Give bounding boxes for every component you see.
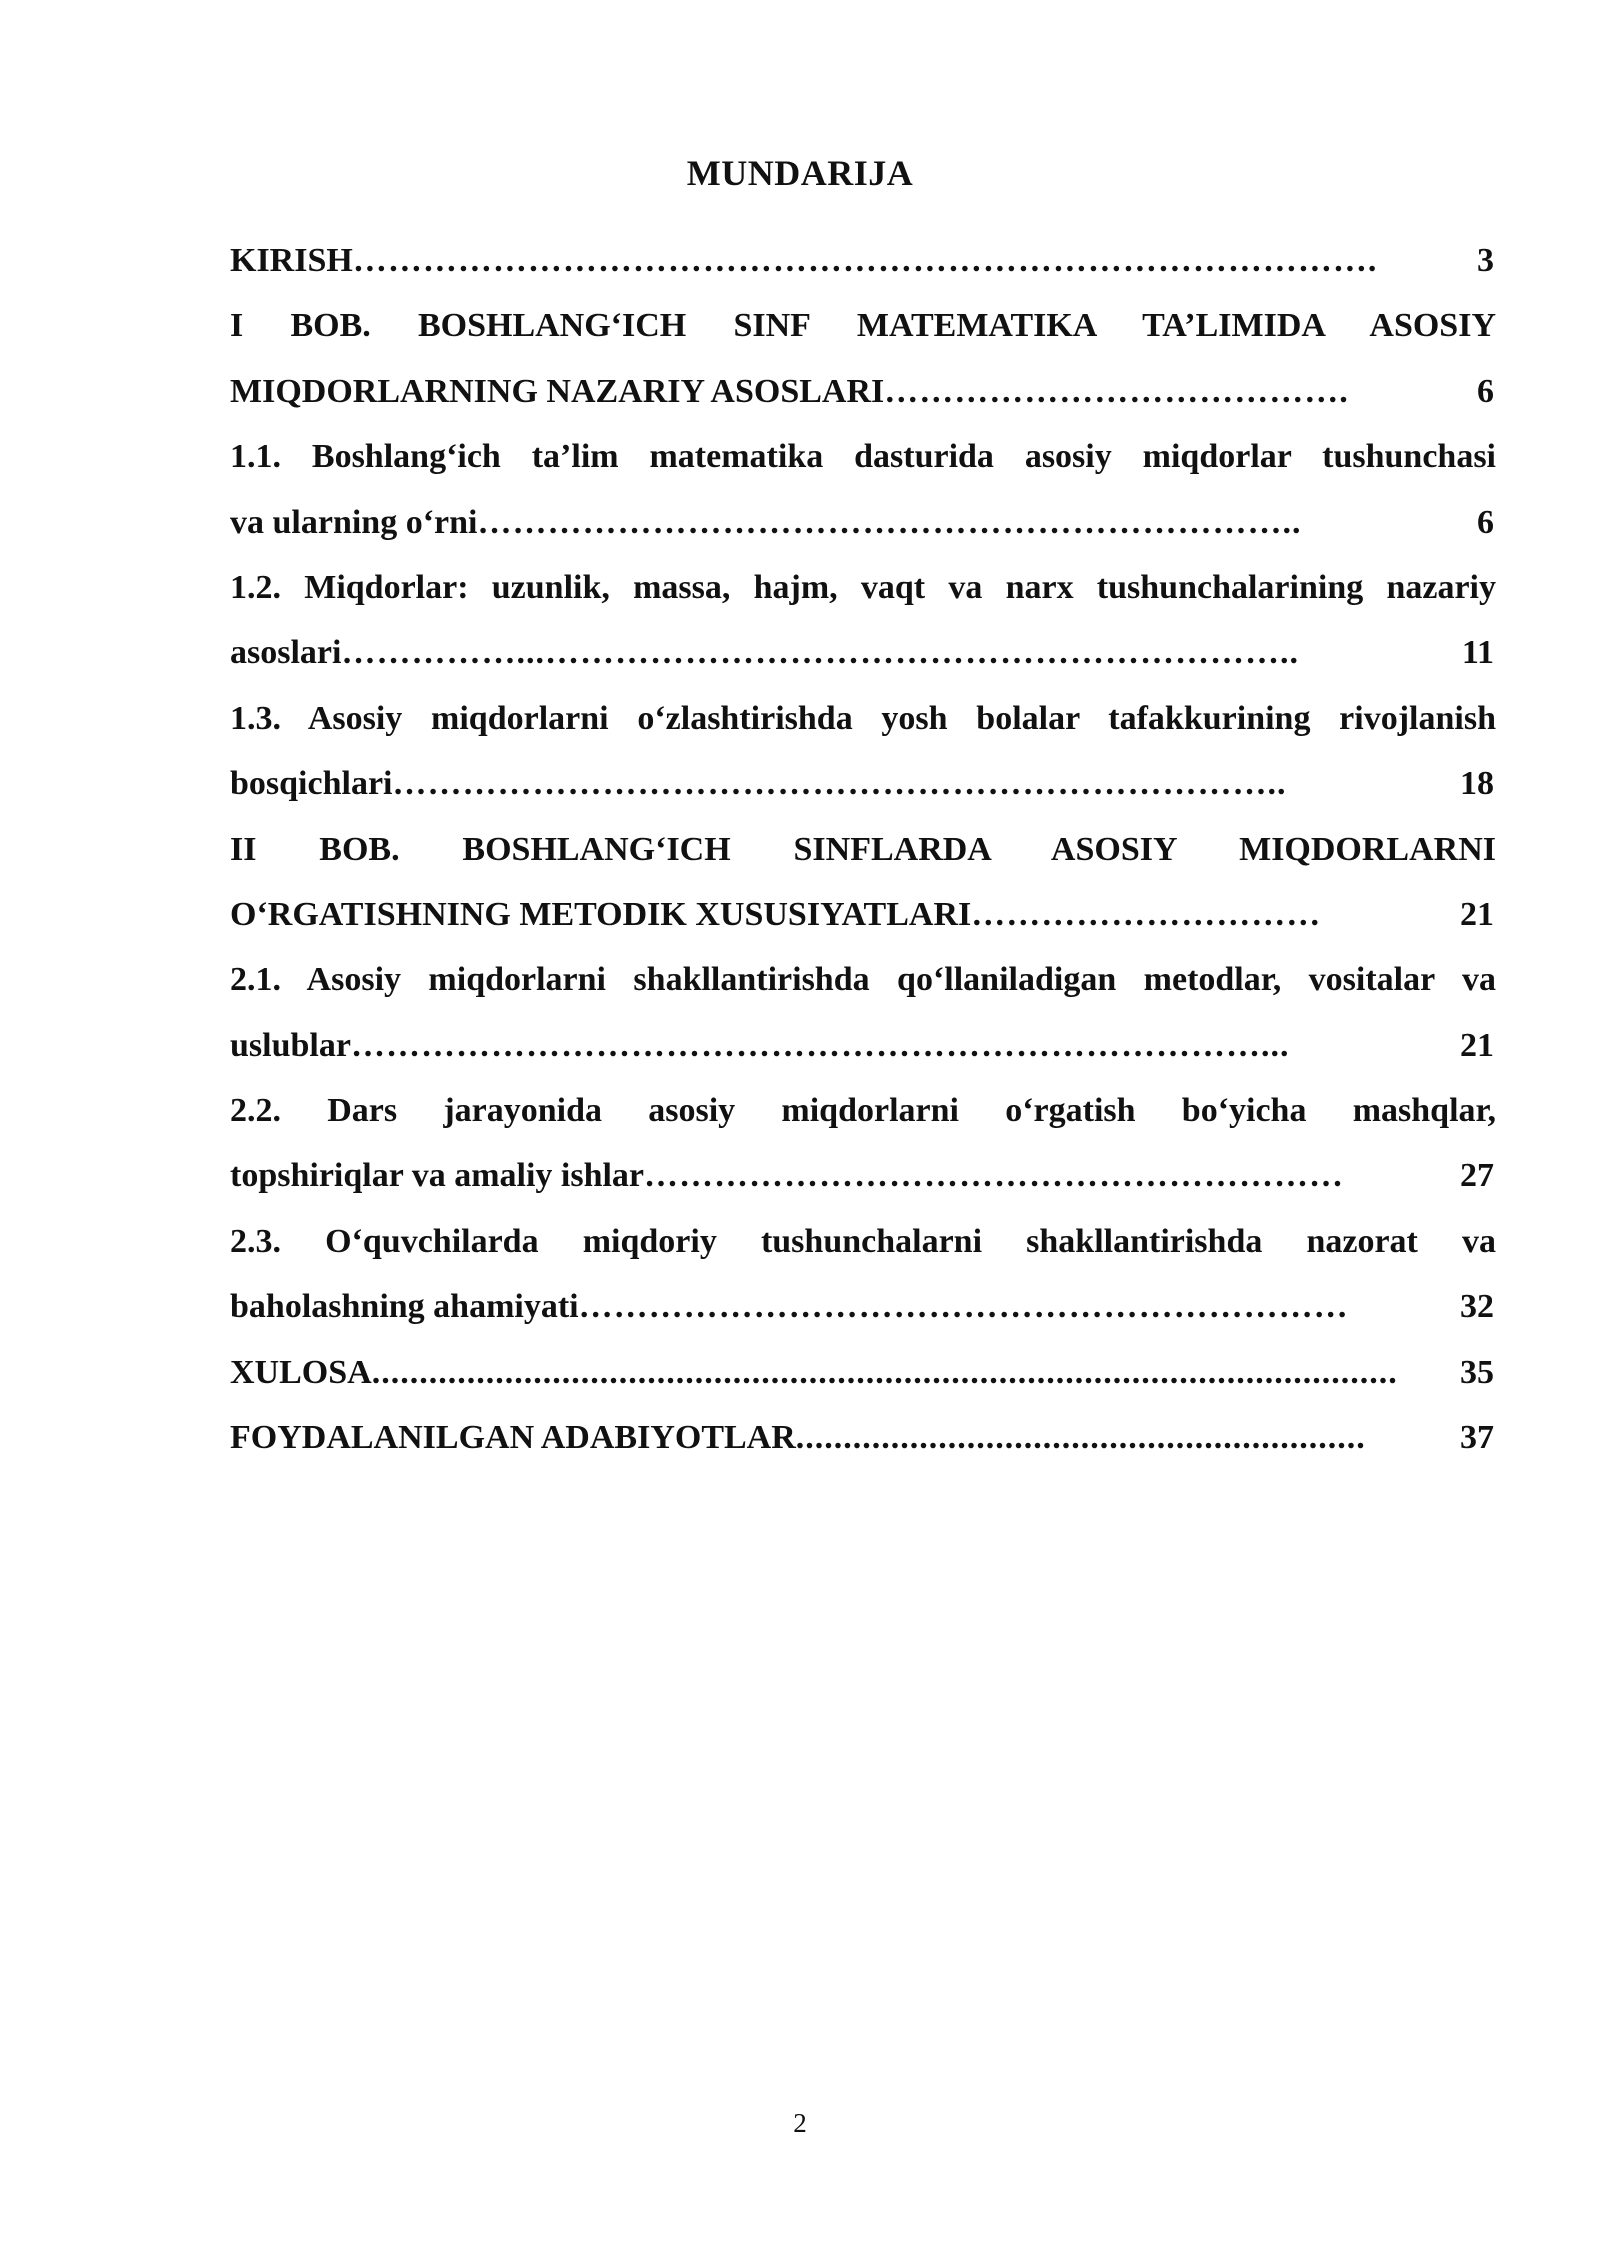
toc-page-number: 21 bbox=[1460, 895, 1494, 933]
toc-leader-dots: ............................................................................................................ bbox=[371, 1353, 1398, 1391]
toc-leader-dots: ………………………………………………………………….. bbox=[392, 765, 1287, 803]
toc-entry-1-1-line2[interactable] bbox=[230, 490, 1496, 555]
toc-entry-1-3-line1[interactable] bbox=[230, 686, 1496, 751]
toc-entry-2-3-line1[interactable] bbox=[230, 1209, 1496, 1274]
toc-entry-text: asoslari bbox=[230, 634, 342, 672]
toc-page-number: 35 bbox=[1460, 1353, 1494, 1391]
toc-entry-2-2-line1[interactable] bbox=[230, 1078, 1496, 1143]
table-of-contents bbox=[230, 228, 1496, 1470]
toc-entry-text: XULOSA bbox=[230, 1353, 372, 1391]
toc-entry-text: 1.1. Boshlang‘ich ta’lim matematika dasturida asosiy miqdorlar tushunchasi bbox=[230, 438, 1496, 476]
toc-page-number: 37 bbox=[1460, 1419, 1494, 1457]
toc-entry-text: 2.1. Asosiy miqdorlarni shakllantirishda qo‘llaniladigan metodlar, vositalar va bbox=[230, 961, 1496, 999]
toc-page-number: 6 bbox=[1477, 503, 1494, 541]
toc-leader-dots: ……………………………………………………………………... bbox=[350, 1026, 1290, 1064]
toc-entry-bob2-line1[interactable] bbox=[230, 817, 1496, 882]
toc-leader-dots: ……………...……………………………………………………….. bbox=[341, 634, 1299, 672]
toc-entry-text: 1.3. Asosiy miqdorlarni o‘zlashtirishda yosh bolalar tafakkurining rivojlanish bbox=[230, 699, 1496, 737]
toc-entry-1-3-line2[interactable] bbox=[230, 751, 1496, 816]
toc-entry-bob2-line2[interactable] bbox=[230, 882, 1496, 947]
toc-leader-dots: ………………………………………………………… bbox=[578, 1288, 1349, 1326]
toc-entry-text: baholashning ahamiyati bbox=[230, 1288, 579, 1326]
toc-page-number: 3 bbox=[1477, 242, 1494, 279]
toc-entry-text: I BOB. BOSHLANG‘ICH SINF MATEMATIKA TA’LIMIDA ASOSIY bbox=[230, 307, 1496, 345]
toc-entry-text: bosqichlari bbox=[230, 765, 393, 803]
toc-page-number: 32 bbox=[1460, 1288, 1494, 1326]
toc-entry-2-3-line2[interactable] bbox=[230, 1274, 1496, 1339]
toc-page-number: 21 bbox=[1460, 1026, 1494, 1064]
toc-page-number: 27 bbox=[1460, 1157, 1494, 1195]
toc-entry-text: II BOB. BOSHLANG‘ICH SINFLARDA ASOSIY MIQDORLARNI bbox=[230, 830, 1496, 868]
toc-entry-adabiyotlar[interactable] bbox=[230, 1405, 1496, 1470]
toc-leader-dots: …………………………………………………………….. bbox=[477, 503, 1302, 541]
toc-leader-dots: ……………………………………………………………………………. bbox=[352, 242, 1378, 279]
toc-entry-bob1-line1[interactable] bbox=[230, 293, 1496, 358]
toc-entry-kirish[interactable] bbox=[230, 228, 1496, 293]
toc-entry-1-1-line1[interactable] bbox=[230, 424, 1496, 489]
toc-page-number: 6 bbox=[1477, 372, 1494, 410]
toc-leader-dots: …………………………………………………… bbox=[644, 1157, 1345, 1195]
toc-entry-text: FOYDALANILGAN ADABIYOTLAR bbox=[230, 1419, 796, 1457]
toc-entry-text: KIRISH bbox=[230, 242, 353, 279]
page-title: MUNDARIJA bbox=[686, 153, 914, 193]
toc-entry-2-2-line2[interactable] bbox=[230, 1143, 1496, 1208]
toc-entry-xulosa[interactable] bbox=[230, 1340, 1496, 1405]
page-number: 2 bbox=[793, 2108, 807, 2138]
toc-entry-text: topshiriqlar va amaliy ishlar bbox=[230, 1157, 645, 1195]
toc-entry-2-1-line1[interactable] bbox=[230, 947, 1496, 1012]
toc-leader-dots: …………………………………. bbox=[884, 372, 1349, 410]
toc-entry-1-2-line2[interactable] bbox=[230, 620, 1496, 685]
toc-entry-text: uslublar bbox=[230, 1026, 351, 1064]
toc-leader-dots: ............................................................ bbox=[795, 1419, 1366, 1457]
toc-entry-2-1-line2[interactable] bbox=[230, 1013, 1496, 1078]
toc-entry-text: MIQDORLARNING NAZARIY ASOSLARI bbox=[230, 372, 885, 410]
toc-entry-text: va ularning o‘rni bbox=[230, 503, 478, 541]
toc-entry-text: 1.2. Miqdorlar: uzunlik, massa, hajm, vaqt va narx tushunchalarining nazariy bbox=[230, 568, 1496, 606]
toc-page-number: 11 bbox=[1461, 634, 1494, 672]
toc-entry-bob1-line2[interactable] bbox=[230, 359, 1496, 424]
toc-page-number: 18 bbox=[1460, 765, 1494, 803]
toc-entry-text: O‘RGATISHNING METODIK XUSUSIYATLARI bbox=[230, 895, 972, 933]
toc-entry-1-2-line1[interactable] bbox=[230, 555, 1496, 620]
toc-entry-text: 2.2. Dars jarayonida asosiy miqdorlarni o‘rgatish bo‘yicha mashqlar, bbox=[230, 1092, 1496, 1130]
toc-entry-text: 2.3. O‘quvchilarda miqdoriy tushunchalarni shakllantirishda nazorat va bbox=[230, 1222, 1496, 1260]
toc-leader-dots: ………………………… bbox=[971, 895, 1322, 933]
